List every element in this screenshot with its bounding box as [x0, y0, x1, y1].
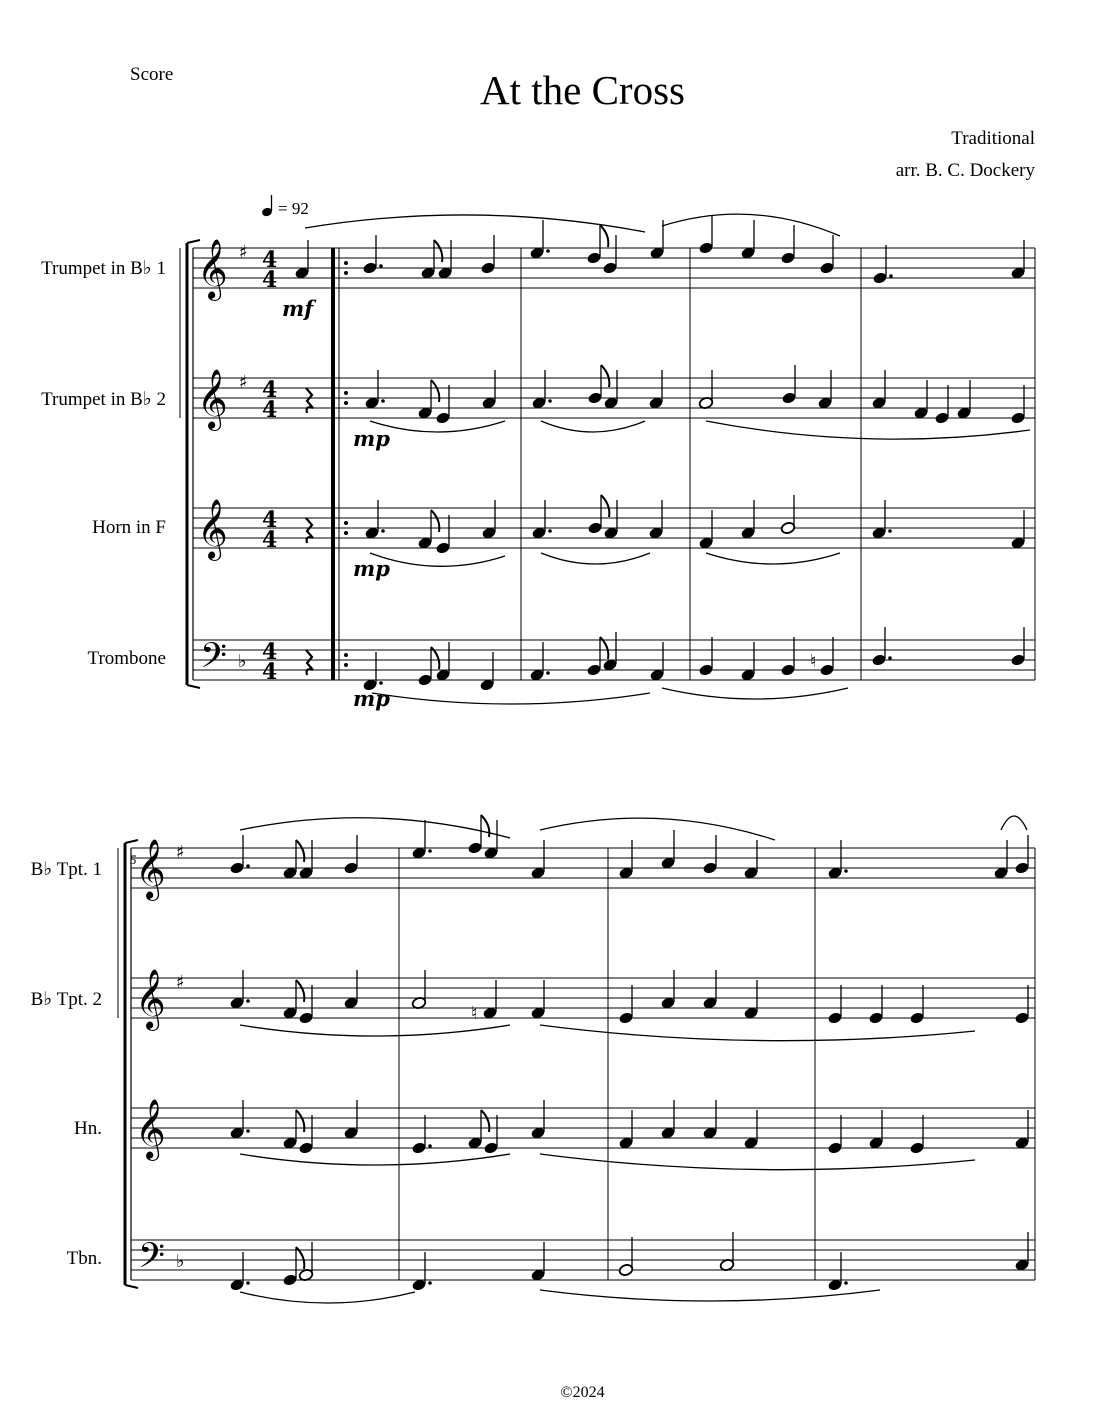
- natural-accidental: ♮: [471, 1003, 478, 1024]
- instrument-label-trumpet-2-short: B♭ Tpt. 2: [30, 989, 102, 1010]
- time-signature: 4: [262, 377, 278, 403]
- augmentation-dot: [546, 249, 550, 253]
- note-flag: [600, 225, 608, 247]
- repeat-dot: [344, 401, 348, 405]
- measure-number: 5: [130, 852, 137, 867]
- note-flag: [434, 240, 442, 262]
- slur: [541, 553, 650, 564]
- dynamic-mp-trumpet-2: mp: [353, 426, 390, 451]
- tempo-marking: [261, 195, 309, 218]
- repeat-dot: [344, 521, 348, 525]
- dynamic-mf: mf: [282, 296, 314, 321]
- note-flag: [431, 380, 439, 402]
- treble-clef-icon: 𝄞: [197, 239, 228, 299]
- time-signature: 4: [262, 639, 278, 665]
- slur: [370, 421, 505, 432]
- tempo-value: = 92: [278, 199, 309, 218]
- augmentation-dot: [246, 999, 250, 1003]
- augmentation-dot: [246, 1281, 250, 1285]
- augmentation-dot: [379, 264, 383, 268]
- slur: [540, 1025, 975, 1041]
- treble-clef-icon: 𝄞: [197, 499, 228, 559]
- slur: [540, 1154, 975, 1170]
- key-signature-sharp: ♯: [239, 242, 248, 263]
- slur: [662, 688, 848, 699]
- instrument-label-trumpet-1-short: B♭ Tpt. 1: [30, 859, 102, 880]
- system-bracket: [125, 1285, 138, 1288]
- time-signature: 4: [262, 267, 278, 293]
- instrument-label-horn: Horn in F: [92, 517, 166, 538]
- slur: [370, 553, 505, 566]
- copyright-notice: ©2024: [560, 1384, 605, 1401]
- note-flag: [296, 1110, 304, 1132]
- repeat-dot: [344, 391, 348, 395]
- instrument-label-horn-short: Hn.: [74, 1118, 102, 1139]
- dynamic-mp-trombone: mp: [353, 686, 390, 711]
- instrument-label-trombone: Trombone: [87, 648, 166, 669]
- augmentation-dot: [889, 274, 893, 278]
- bass-clef-icon: 𝄢: [138, 1235, 166, 1284]
- augmentation-dot: [844, 1281, 848, 1285]
- key-signature-sharp: ♯: [176, 972, 185, 993]
- instrument-label-trumpet-1: Trumpet in B♭ 1: [41, 258, 166, 279]
- score-label: Score: [130, 64, 174, 85]
- treble-clef-icon: 𝄞: [135, 969, 166, 1029]
- note-flag: [296, 840, 304, 862]
- note-flag: [481, 815, 489, 837]
- slur: [1001, 816, 1027, 830]
- time-signature: 4: [262, 397, 278, 423]
- augmentation-dot: [548, 529, 552, 533]
- slur: [706, 553, 840, 564]
- bass-clef-icon: 𝄢: [200, 635, 228, 684]
- repeat-dot: [344, 261, 348, 265]
- slur: [240, 1025, 510, 1036]
- augmentation-dot: [379, 681, 383, 685]
- slur: [240, 1292, 415, 1303]
- augmentation-dot: [381, 529, 385, 533]
- natural-accidental: ♮: [810, 651, 817, 672]
- quarter-rest: [306, 650, 313, 675]
- time-signature: 4: [262, 247, 278, 273]
- note-flag: [296, 980, 304, 1002]
- slur: [240, 1154, 510, 1165]
- augmentation-dot: [246, 1129, 250, 1133]
- augmentation-dot: [428, 1144, 432, 1148]
- augmentation-dot: [246, 864, 250, 868]
- composer-credit: Traditional: [951, 128, 1035, 149]
- system-bracket: [187, 685, 200, 688]
- slur: [706, 421, 1030, 439]
- note-flag: [431, 510, 439, 532]
- slur: [662, 214, 840, 236]
- note-flag: [601, 495, 609, 517]
- quarter-rest: [306, 388, 313, 413]
- arranger-credit: arr. B. C. Dockery: [895, 160, 1035, 181]
- repeat-dot: [344, 271, 348, 275]
- slur: [540, 818, 775, 840]
- note-flag: [601, 365, 609, 387]
- key-signature-flat: ♭: [238, 651, 247, 672]
- note-flag: [481, 1110, 489, 1132]
- slur: [240, 818, 510, 838]
- augmentation-dot: [428, 849, 432, 853]
- instrument-label-trombone-short: Tbn.: [66, 1248, 102, 1269]
- key-signature-sharp: ♯: [239, 372, 248, 393]
- augmentation-dot: [548, 399, 552, 403]
- treble-clef-icon: 𝄞: [197, 369, 228, 429]
- augmentation-dot: [546, 671, 550, 675]
- slur: [540, 1290, 880, 1301]
- key-signature-sharp: ♯: [176, 842, 185, 863]
- augmentation-dot: [844, 869, 848, 873]
- repeat-dot: [344, 653, 348, 657]
- augmentation-dot: [381, 399, 385, 403]
- time-signature: 4: [262, 507, 278, 533]
- repeat-dot: [344, 663, 348, 667]
- key-signature-flat: ♭: [176, 1251, 185, 1272]
- augmentation-dot: [888, 529, 892, 533]
- augmentation-dot: [888, 656, 892, 660]
- time-signature: 4: [262, 527, 278, 553]
- dynamic-mp-horn: mp: [353, 556, 390, 581]
- treble-clef-icon: 𝄞: [135, 1099, 166, 1159]
- slur: [541, 421, 645, 432]
- repeat-dot: [344, 531, 348, 535]
- treble-clef-icon: 𝄞: [135, 839, 166, 899]
- instrument-label-trumpet-2: Trumpet in B♭ 2: [41, 389, 166, 410]
- slur: [372, 693, 650, 704]
- time-signature: 4: [262, 659, 278, 685]
- augmentation-dot: [428, 1281, 432, 1285]
- page-title: At the Cross: [480, 67, 685, 113]
- quarter-rest: [306, 518, 313, 543]
- slur: [305, 215, 645, 232]
